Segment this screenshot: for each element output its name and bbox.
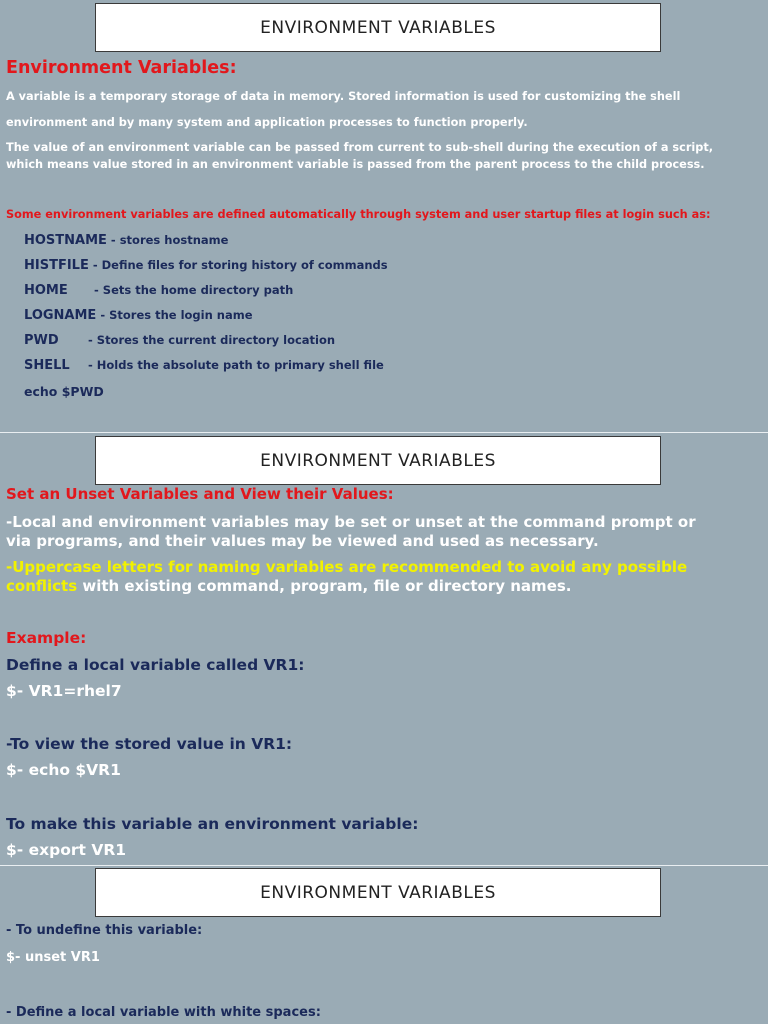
var-desc: - stores hostname xyxy=(106,233,229,247)
plain-text: with existing command, program, file or directory names. xyxy=(77,577,572,595)
command-line: $- unset VR1 xyxy=(6,950,100,965)
slide-heading: Set an Unset Variables and View their Values: xyxy=(6,485,394,503)
var-name: HOSTNAME xyxy=(24,233,107,248)
paragraph-line: which means value stored in an environment variable is passed from the parent process to the child process. xyxy=(6,158,705,171)
instruction-line: -To view the stored value in VR1: xyxy=(6,735,293,753)
slide-heading: Environment Variables: xyxy=(6,58,237,78)
var-item-hostname xyxy=(24,233,228,248)
var-item-home xyxy=(24,283,293,298)
var-item-shell xyxy=(24,358,384,373)
highlight-text: conflicts xyxy=(6,577,78,595)
command-line: $- export VR1 xyxy=(6,841,127,859)
recommendation-line xyxy=(6,577,572,595)
paragraph-line: via programs, and their values may be viewed and used as necessary. xyxy=(6,532,599,550)
slide-3 xyxy=(0,866,768,1024)
var-name: SHELL xyxy=(24,358,70,373)
var-item-histfile xyxy=(24,258,388,273)
paragraph-line: environment and by many system and application processes to function properly. xyxy=(6,116,528,129)
slide-2 xyxy=(0,433,768,865)
slide-title: ENVIRONMENT VARIABLES xyxy=(95,3,661,52)
var-desc: - Holds the absolute path to primary shell file xyxy=(84,358,384,372)
startup-note: Some environment variables are defined automatically through system and user startup files at login such as: xyxy=(6,208,711,221)
paragraph-line: -Local and environment variables may be set or unset at the command prompt or xyxy=(6,513,696,531)
var-name: HOME xyxy=(24,283,68,298)
paragraph-line: A variable is a temporary storage of data in memory. Stored information is used for customizing the shell xyxy=(6,90,681,103)
var-item-pwd xyxy=(24,333,335,348)
recommendation-line: -Uppercase letters for naming variables are recommended to avoid any possible xyxy=(6,558,688,576)
slide-1 xyxy=(0,0,768,432)
echo-command: echo $PWD xyxy=(24,384,104,399)
instruction-line: Define a local variable called VR1: xyxy=(6,656,305,674)
var-name: HISTFILE xyxy=(24,258,89,273)
var-desc: - Sets the home directory path xyxy=(90,283,294,297)
var-desc: - Stores the current directory location xyxy=(84,333,336,347)
var-item-logname xyxy=(24,308,253,323)
command-line: $- VR1=rhel7 xyxy=(6,682,122,700)
var-name: LOGNAME xyxy=(24,308,97,323)
var-desc: - Define files for storing history of commands xyxy=(88,258,388,272)
var-desc: - Stores the login name xyxy=(96,308,253,322)
slide-title: ENVIRONMENT VARIABLES xyxy=(95,868,661,917)
example-heading: Example: xyxy=(6,629,87,647)
var-name: PWD xyxy=(24,333,59,348)
command-line: $- echo $VR1 xyxy=(6,761,121,779)
slide-title: ENVIRONMENT VARIABLES xyxy=(95,436,661,485)
instruction-line: To make this variable an environment variable: xyxy=(6,815,419,833)
instruction-line: - Define a local variable with white spaces: xyxy=(6,1005,321,1020)
paragraph-line: The value of an environment variable can be passed from current to sub-shell during the execution of a script, xyxy=(6,141,714,154)
instruction-line: - To undefine this variable: xyxy=(6,923,203,938)
